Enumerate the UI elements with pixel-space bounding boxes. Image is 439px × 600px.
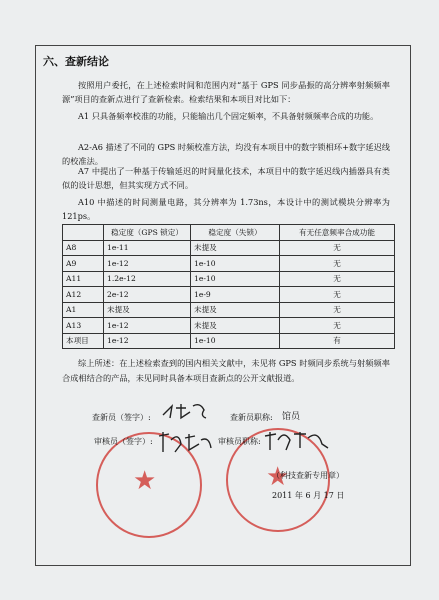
table-cell: A8 [63,240,104,256]
table-cell: 无 [280,271,395,287]
table-header-row [63,225,395,241]
star-icon: ★ [133,466,157,496]
searcher-handwritten-signature [160,400,210,422]
table-cell: 1e-10 [191,271,280,287]
table-row [63,256,395,272]
table-row [63,271,395,287]
table-cell: 未提及 [104,302,191,318]
table-cell: 未提及 [191,318,280,334]
table-cell: A11 [63,271,104,287]
table-header-cell: 稳定度（失锁） [191,225,280,241]
paragraph-a7: A7 中提出了一种基于传输延迟的时间量化技术，本项目中的数字延迟线内插器具有类似的设计思想，但其实现方式不同。 [62,166,390,190]
section-title: 六、查新结论 [43,55,109,68]
report-date: 2011 年 6 月 17 日 [272,491,345,500]
table-cell: 1e-11 [104,240,191,256]
table-cell: 无 [280,302,395,318]
table-cell: A9 [63,256,104,272]
paragraph-a10: A10 中描述的时间测量电路，其分辨率为 1.73ns，本设计中的测试模块分辨率为 121ps。 [62,197,390,221]
table-cell: 1e-10 [191,333,280,349]
table-row [63,302,395,318]
table-cell: 无 [280,240,395,256]
seal-note: （科技查新专用章） [272,471,344,480]
table-cell: 1e-12 [104,333,191,349]
table-header-cell: 稳定度（GPS 锁定） [104,225,191,241]
table-cell: 未提及 [191,302,280,318]
table-cell: 1e-12 [104,318,191,334]
searcher-signature-label: 查新员（签字）: [92,413,151,422]
paragraph-a2-a6: A2-A6 描述了不同的 GPS 时频校准方法，均没有本项目中的数字锁相环+数字延迟线的校准法。 [62,142,390,166]
paragraph-intro: 按照用户委托，在上述检索时间和范围内对“基于 GPS 同步晶振的高分辨率射频频率源”项目的查新点进行了查新检索。检索结果和本项目对比如下： [62,80,390,104]
reviewer-signature-label: 审核员（签字）: [94,437,153,446]
searcher-title-value: 馆员 [282,412,301,422]
table-cell: A1 [63,302,104,318]
table-header-cell [63,225,104,241]
reviewer-handwritten-signature [155,428,215,456]
paragraph-conclusion: 综上所述：在上述检索查到的国内相关文献中，未见将 GPS 时频同步系统与射频频率合成相结合的产品，未见同时具备本项目查新点的公开文献报道。 [62,358,390,383]
searcher-title-label: 查新员职称: [230,413,273,422]
star-icon: ★ [266,462,290,492]
table-cell: 2e-12 [104,287,191,303]
reviewer-title-handwriting [262,426,332,454]
table-row [63,318,395,334]
comparison-table [62,224,395,349]
table-cell: 本项目 [63,333,104,349]
table-row [63,287,395,303]
table-cell: 1e-10 [191,256,280,272]
reviewer-title-label: 审核员职称: [218,437,261,446]
table-cell: 无 [280,287,395,303]
table-cell: A12 [63,287,104,303]
paragraph-a1: A1 只具备频率校准的功能，只能输出几个固定频率，不具备射频频率合成的功能。 [78,111,379,121]
table-cell: A13 [63,318,104,334]
table-cell: 未提及 [191,240,280,256]
table-row [63,333,395,349]
table-cell: 无 [280,318,395,334]
table-cell: 有 [280,333,395,349]
table-cell: 1e-9 [191,287,280,303]
table-cell: 1.2e-12 [104,271,191,287]
table-row [63,240,395,256]
table-cell: 无 [280,256,395,272]
table-header-cell: 有无任意频率合成功能 [280,225,395,241]
table-cell: 1e-12 [104,256,191,272]
